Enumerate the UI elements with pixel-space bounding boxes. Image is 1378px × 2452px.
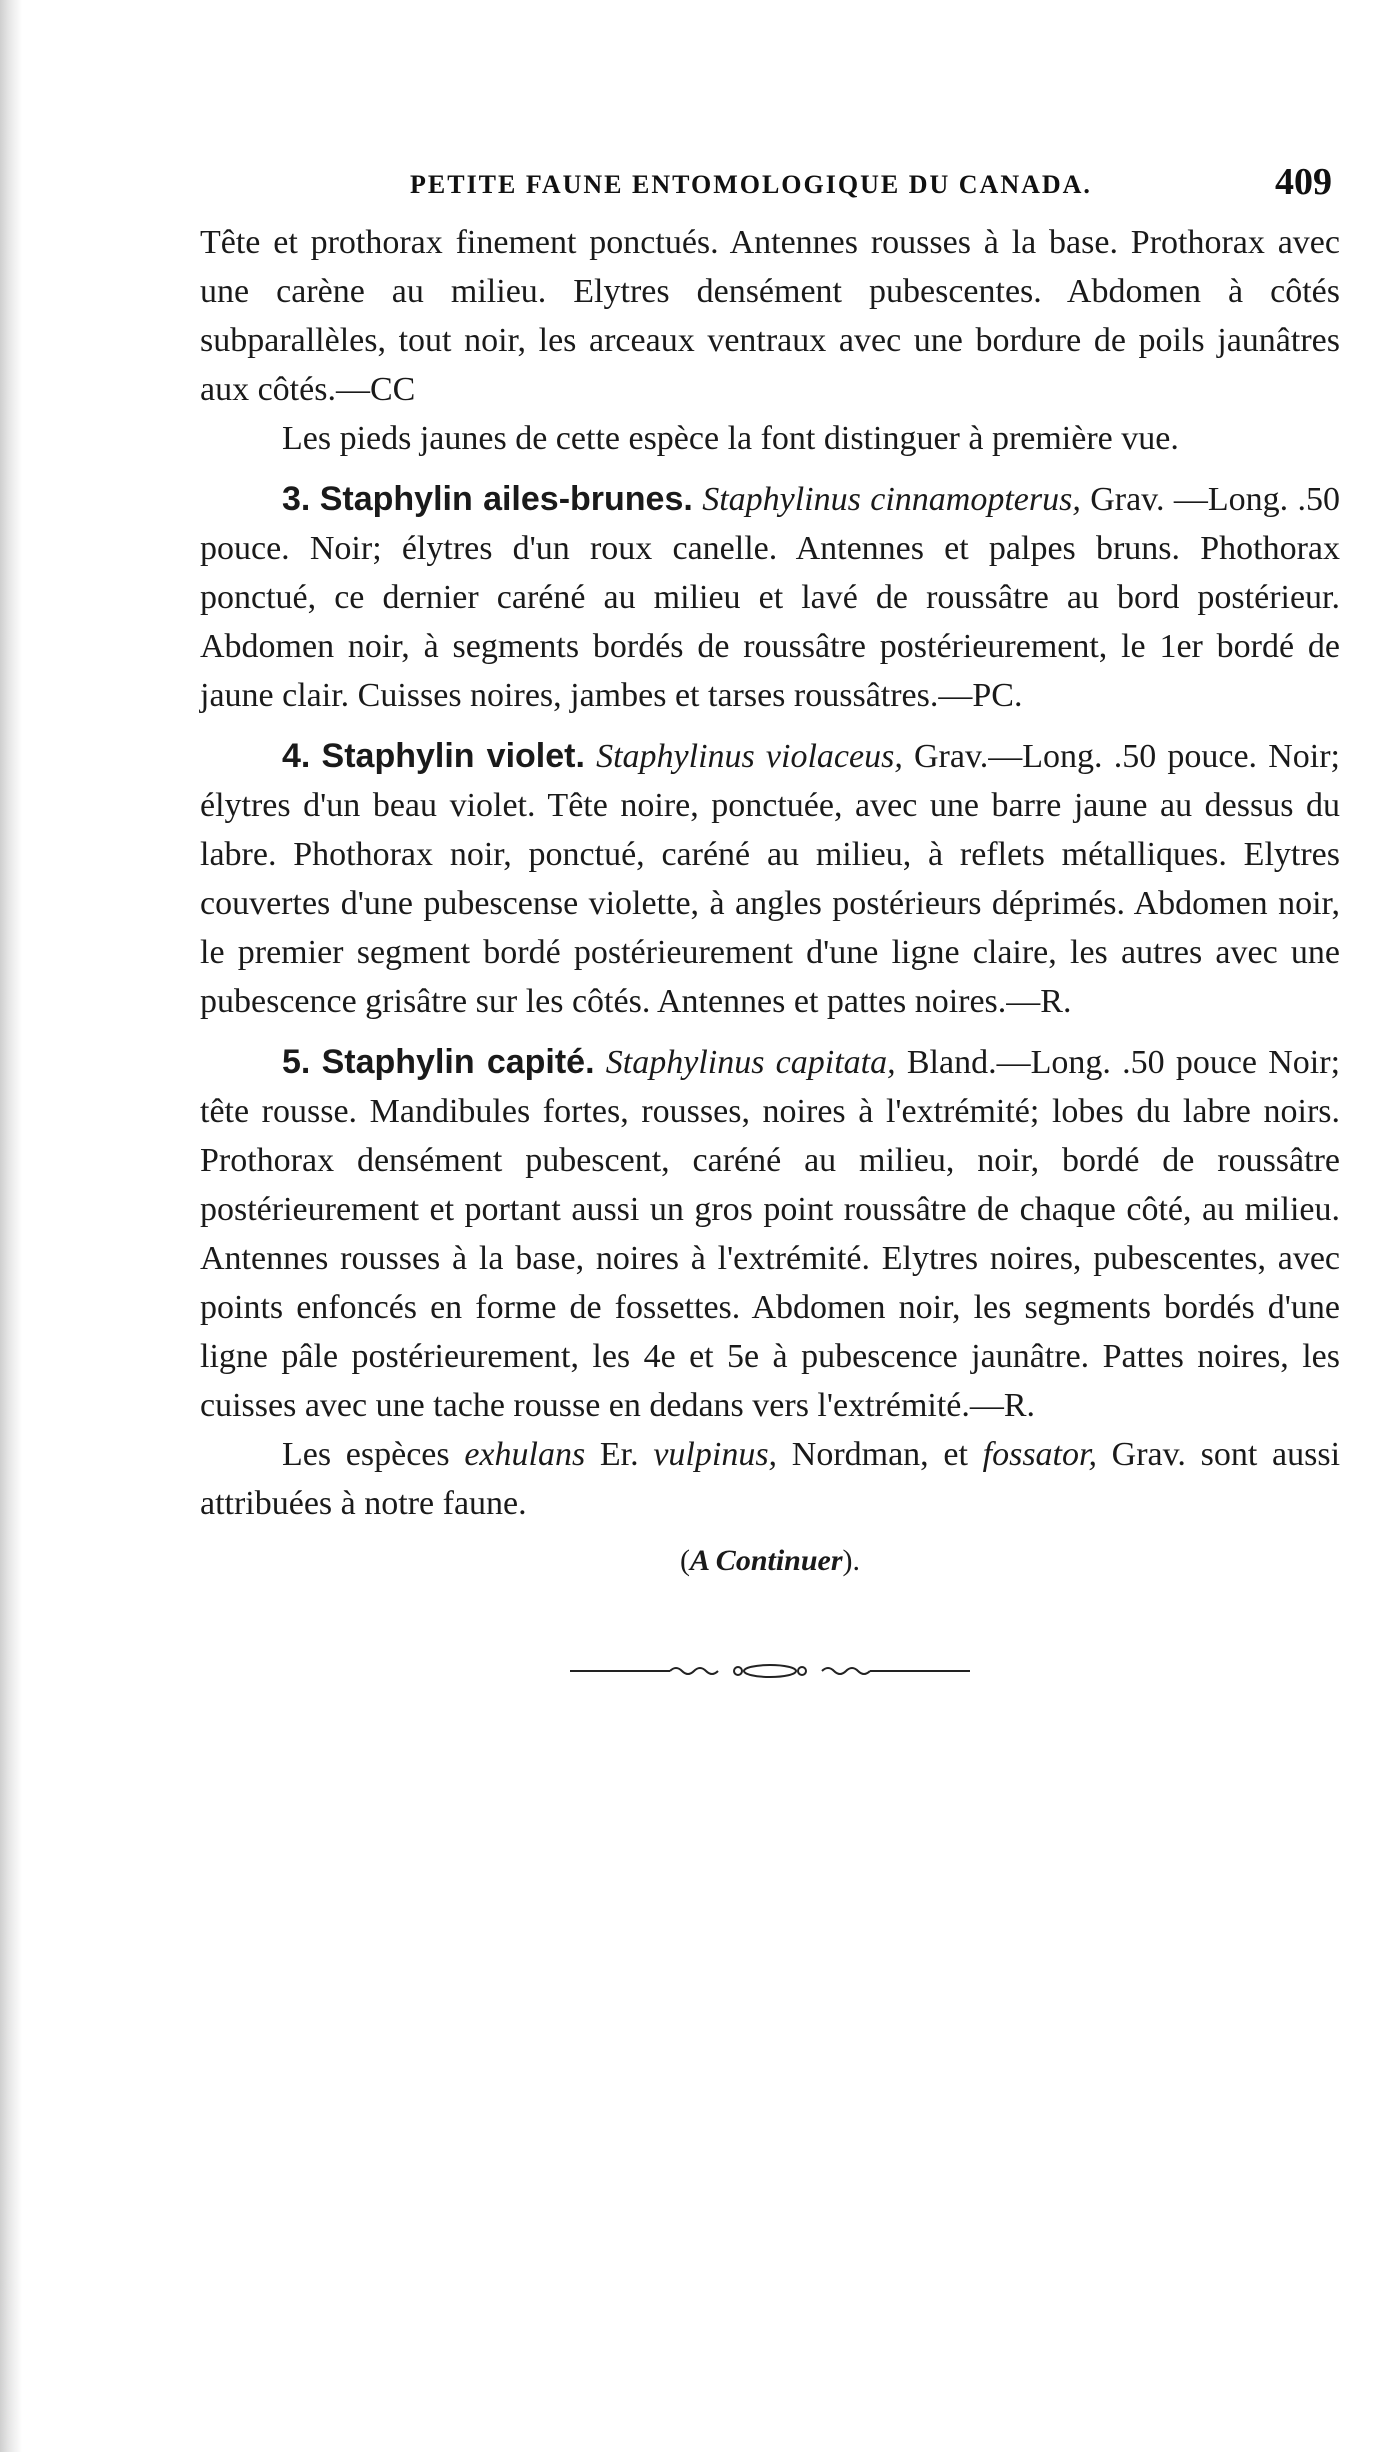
closing-text: Les espèces — [282, 1436, 465, 1473]
continuer-paren: ). — [842, 1544, 861, 1577]
entry-common-name: Staphylin violet. — [321, 737, 585, 775]
book-page — [200, 150, 1340, 1683]
closing-text: Grav. sont aussi attribuées à notre faune. — [200, 1436, 1341, 1522]
continuer-paren: ( — [679, 1544, 690, 1577]
closing-text: Er. — [585, 1436, 654, 1473]
paragraph-closing — [200, 1430, 1340, 1528]
entry-description: Grav. —Long. .50 pouce. Noir; élytres d'un roux canelle. Antennes et palpes bruns. Phothorax ponctué, ce dernier caréné au milieu et lavé de roussâtre au bord postérieur. Abdomen noir, à segments bordés de roussâtre postérieurement, le 1er bordé de jaune clair. Cuisses noires, jambes et tarses roussâtres.—PC. — [200, 481, 1340, 714]
ornamental-rule-icon — [570, 1659, 970, 1683]
entry-latin-name: Staphylinus violaceus, — [596, 738, 903, 775]
page-number: 409 — [1275, 161, 1332, 203]
species-exhulans: exhulans — [464, 1436, 586, 1473]
species-vulpinus: vulpinus, — [653, 1436, 778, 1473]
running-title: PETITE FAUNE ENTOMOLOGIQUE DU CANADA. — [410, 170, 1092, 199]
page-edge-shadow — [0, 0, 22, 2452]
entry-common-name: Staphylin capité. — [321, 1043, 595, 1081]
entry-latin-name: Staphylinus cinnamopterus, — [702, 481, 1081, 518]
paragraph-description: Tête et prothorax finement ponctués. Antennes rousses à la base. Prothorax avec une carène au milieu. Elytres densément pubescentes. Abdomen à côtés subparallèles, tout noir, les arceaux ventraux avec une bordure de poils jaunâtres aux côtés.—CC — [200, 224, 1340, 408]
entry-common-name: Staphylin ailes-brunes. — [319, 480, 693, 518]
species-entry-3 — [200, 475, 1340, 720]
entry-number: 3. — [282, 480, 311, 518]
entry-description: Grav.—Long. .50 pouce. Noir; élytres d'un beau violet. Tête noire, ponctuée, avec une barre jaune au dessus du labre. Phothorax noir, ponctué, caréné au milieu, à reflets métalliques. Elytres couvertes d'une pubescense violette, à angles postérieurs déprimés. Abdomen noir, le premier segment bordé postérieurement d'une ligne claire, les autres avec une pubescence grisâtre sur les côtés. Antennes et pattes noires.—R. — [200, 738, 1340, 1020]
species-entry-4 — [200, 732, 1340, 1026]
continuer-label: A Continuer — [689, 1544, 843, 1577]
to-be-continued — [200, 1536, 1340, 1585]
species-entry-5 — [200, 1038, 1340, 1430]
paragraph-note: Les pieds jaunes de cette espèce la font distinguer à première vue. — [282, 420, 1179, 457]
entry-number: 4. — [282, 737, 311, 775]
entry-latin-name: Staphylinus capitata, — [605, 1044, 896, 1081]
entry-number: 5. — [282, 1043, 311, 1081]
entry-description: Bland.—Long. .50 pouce Noir; tête rousse. Mandibules fortes, rousses, noires à l'extrémité; lobes du labre noirs. Prothorax densément pubescent, caréné au milieu, noir, bordé de roussâtre postérieurement et portant aussi un gros point roussâtre de chaque côté, au milieu. Antennes rousses à la base, noires à l'extrémité. Elytres noires, pubescentes, avec points enfoncés en forme de fossettes. Abdomen noir, les segments bordés d'une ligne pâle postérieurement, les 4e et 5e à pubescence jaunâtre. Pattes noires, les cuisses avec une tache rousse en dedans vers l'extrémité.—R. — [200, 1044, 1341, 1424]
species-fossator: fossator, — [982, 1436, 1097, 1473]
closing-text: Nordman, et — [777, 1436, 983, 1473]
page-header — [200, 150, 1340, 210]
